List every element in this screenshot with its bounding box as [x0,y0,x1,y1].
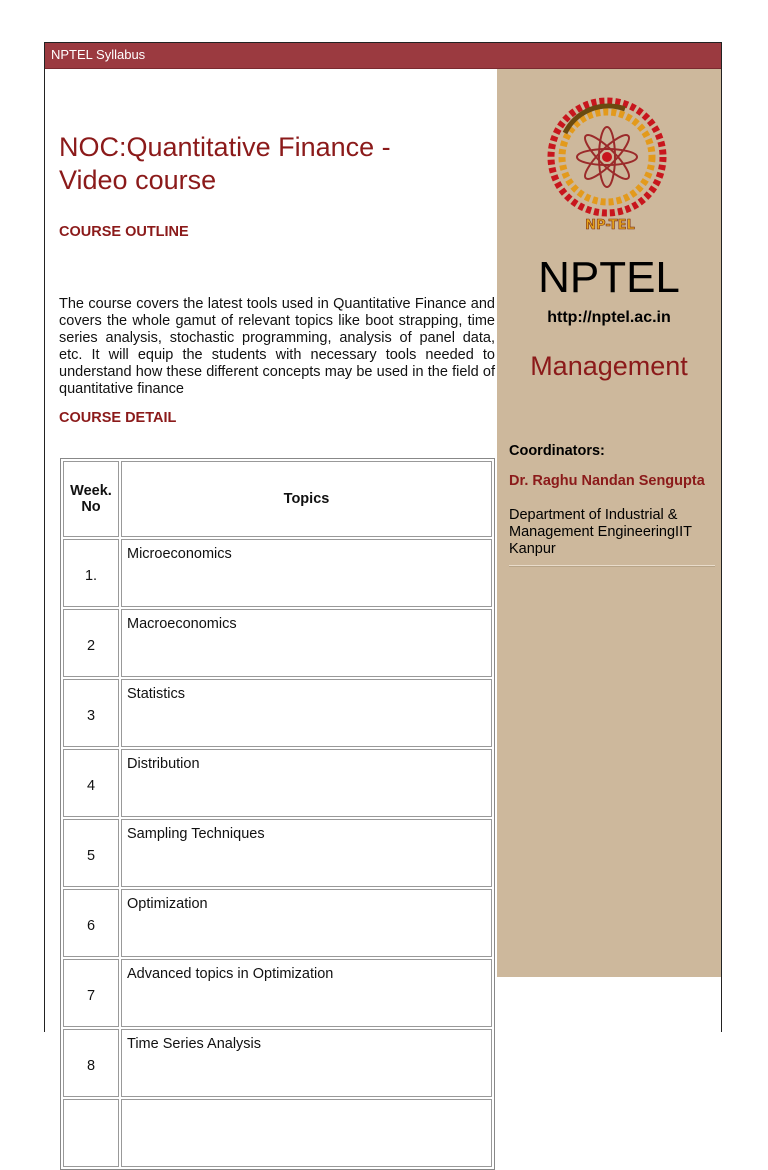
topic-cell [121,1099,492,1167]
week-number: 5 [63,819,119,887]
week-number: 2 [63,609,119,677]
week-number [63,1099,119,1167]
course-detail-table [60,458,495,1170]
topics-header: Topics [121,461,492,537]
table-row [63,959,492,1027]
topic-cell: Macroeconomics [121,609,492,677]
divider [509,565,715,567]
week-number: 4 [63,749,119,817]
table-row [63,889,492,957]
coordinators-label: Coordinators: [509,443,605,459]
main-content [45,69,497,1074]
course-detail-heading: COURSE DETAIL [59,410,177,426]
discipline-label: Management [530,351,688,381]
week-number: 8 [63,1029,119,1097]
sidebar [497,69,721,977]
table-row [63,1029,492,1097]
topic-cell: Sampling Techniques [121,819,492,887]
nptel-logo-icon [545,93,675,233]
coordinator-department: Department of Industrial & Management EngineeringIIT Kanpur [509,507,692,557]
table-row [63,819,492,887]
page-frame [44,42,722,1074]
table-row [63,1099,492,1167]
table-row [63,749,492,817]
course-outline-text: The course covers the latest tools used in Quantitative Finance and covers the whole gamut of relevant topics like boot strapping, time series analysis, stochastic programming, analysis of panel data, etc. It will equip the students with necessary tools needed to understand how these different concepts may be used in the field of quantitative finance [59,296,495,397]
nptel-url-link[interactable]: http://nptel.ac.in [547,309,671,326]
topic-cell: Microeconomics [121,539,492,607]
table-row [63,539,492,607]
week-header: Week. No [63,461,119,537]
table-row [63,609,492,677]
course-outline-heading: COURSE OUTLINE [59,224,189,240]
top-bar [45,43,721,69]
week-number: 3 [63,679,119,747]
week-number: 7 [63,959,119,1027]
course-title: NOC:Quantitative Finance - Video course [59,132,391,195]
topic-cell: Optimization [121,889,492,957]
topic-cell: Time Series Analysis [121,1029,492,1097]
week-number: 1. [63,539,119,607]
topic-cell: Advanced topics in Optimization [121,959,492,1027]
topic-cell: Distribution [121,749,492,817]
top-bar-label: NPTEL Syllabus [51,47,146,62]
logo-caption: NP-TEL [585,218,635,233]
nptel-logo [545,93,675,233]
topic-cell: Statistics [121,679,492,747]
table-header-row [63,461,492,537]
brand-name: NPTEL [538,253,680,302]
week-number: 6 [63,889,119,957]
coordinator-name: Dr. Raghu Nandan Sengupta [509,473,705,489]
table-row [63,679,492,747]
